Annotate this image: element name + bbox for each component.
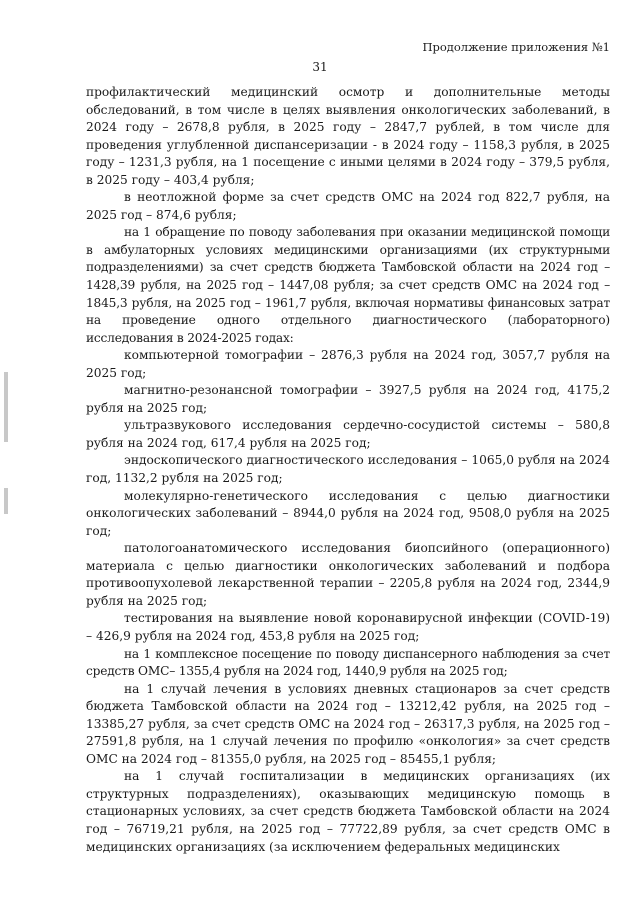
paragraph-molecular-genetic: молекулярно-генетического исследования с целью диагностики онкологических заболеваний – 8944,0 рубля на 2024 год, 9508,0 рубля на 2025 год; <box>86 488 610 538</box>
paragraph-day-hospital: на 1 случай лечения в условиях дневных стационаров за счет средств бюджета Тамбовской области на 2024 год – 13212,42 рубля, на 2025 год – 13385,27 рубля, за счет средств ОМС на 2024 год – 26317,3 рубля, на 2025 год – 27591,8 рубля, на 1 случай лечения по профилю «онкология» за счет средств ОМС на 2024 год – 81355,0 рубля, на 2025 год – 85455,1 рубля; <box>86 681 610 766</box>
paragraph-outpatient-visit: на 1 обращение по поводу заболевания при оказании медицинской помощи в амбулаторных условиях медицинскими организациями (их структурными подразделениями) за счет средств бюджета Тамбовской области на 2024 год – 1428,39 рубля, на 2025 год – 1447,08 рубля; за счет средств ОМС на 2024 год – 1845,3 рубля, на 2025 год – 1961,7 рубля, включая нормативы финансовых затрат на проведение одного отдельного диагностического (лабораторного) исследования в 2024-2025 годах: <box>86 225 610 345</box>
paragraph-ct: компьютерной томографии – 2876,3 рубля на 2024 год, 3057,7 рубля на 2025 год; <box>86 348 610 380</box>
paragraph-hospitalization: на 1 случай госпитализации в медицинских организациях (их структурных подразделениях), оказывающих медицинскую помощь в стационарных условиях, за счет средств бюджета Тамбовской области на 2024 год – 76719,21 рубля, на 2025 год – 77722,89 рубля, за счет средств ОМС в медицинских организациях (за исключением федеральных медицинских <box>86 769 610 854</box>
paragraph-urgent-care: в неотложной форме за счет средств ОМС на 2024 год 822,7 рубля, на 2025 год – 874,6 рубля; <box>86 190 610 222</box>
appendix-continuation-note: Продолжение приложения №1 <box>422 40 610 54</box>
margin-scan-mark <box>4 488 8 514</box>
paragraph-ultrasound: ультразвукового исследования сердечно-сосудистой системы – 580,8 рубля на 2024 год, 617,4 рубля на 2025 год; <box>86 418 610 450</box>
margin-scan-mark <box>4 372 8 442</box>
paragraph-covid-test: тестирования на выявление новой коронавирусной инфекции (COVID-19) – 426,9 рубля на 2024 год, 453,8 рубля на 2025 год; <box>86 611 610 643</box>
document-body <box>86 84 610 856</box>
paragraph-pathology: патологоанатомического исследования биопсийного (операционного) материала с целью диагностики онкологических заболеваний и подбора противоопухолевой лекарственной терапии – 2205,8 рубля на 2024 год, 2344,9 рубля на 2025 год; <box>86 541 610 608</box>
paragraph-preventive-exam: профилактический медицинский осмотр и дополнительные методы обследований, в том числе в целях выявления онкологических заболеваний, в 2024 году – 2678,8 рубля, в 2025 году – 2847,7 рублей, в том числе для проведения углубленной диспансеризации - в 2024 году – 1158,3 рубля, в 2025 году – 1231,3 рубля, на 1 посещение с иными целями в 2024 году – 379,5 рубля, в 2025 году – 403,4 рубля; <box>86 85 610 187</box>
paragraph-mri: магнитно-резонансной томографии – 3927,5 рубля на 2024 год, 4175,2 рубля на 2025 год; <box>86 383 610 415</box>
page-number: 31 <box>312 60 328 74</box>
paragraph-endoscopy: эндоскопического диагностического исследования – 1065,0 рубля на 2024 год, 1132,2 рубля на 2025 год; <box>86 453 610 486</box>
paragraph-dispensary: на 1 комплексное посещение по поводу диспансерного наблюдения за счет средств ОМС– 1355,4 рубля на 2024 год, 1440,9 рубля на 2025 год; <box>86 646 610 679</box>
